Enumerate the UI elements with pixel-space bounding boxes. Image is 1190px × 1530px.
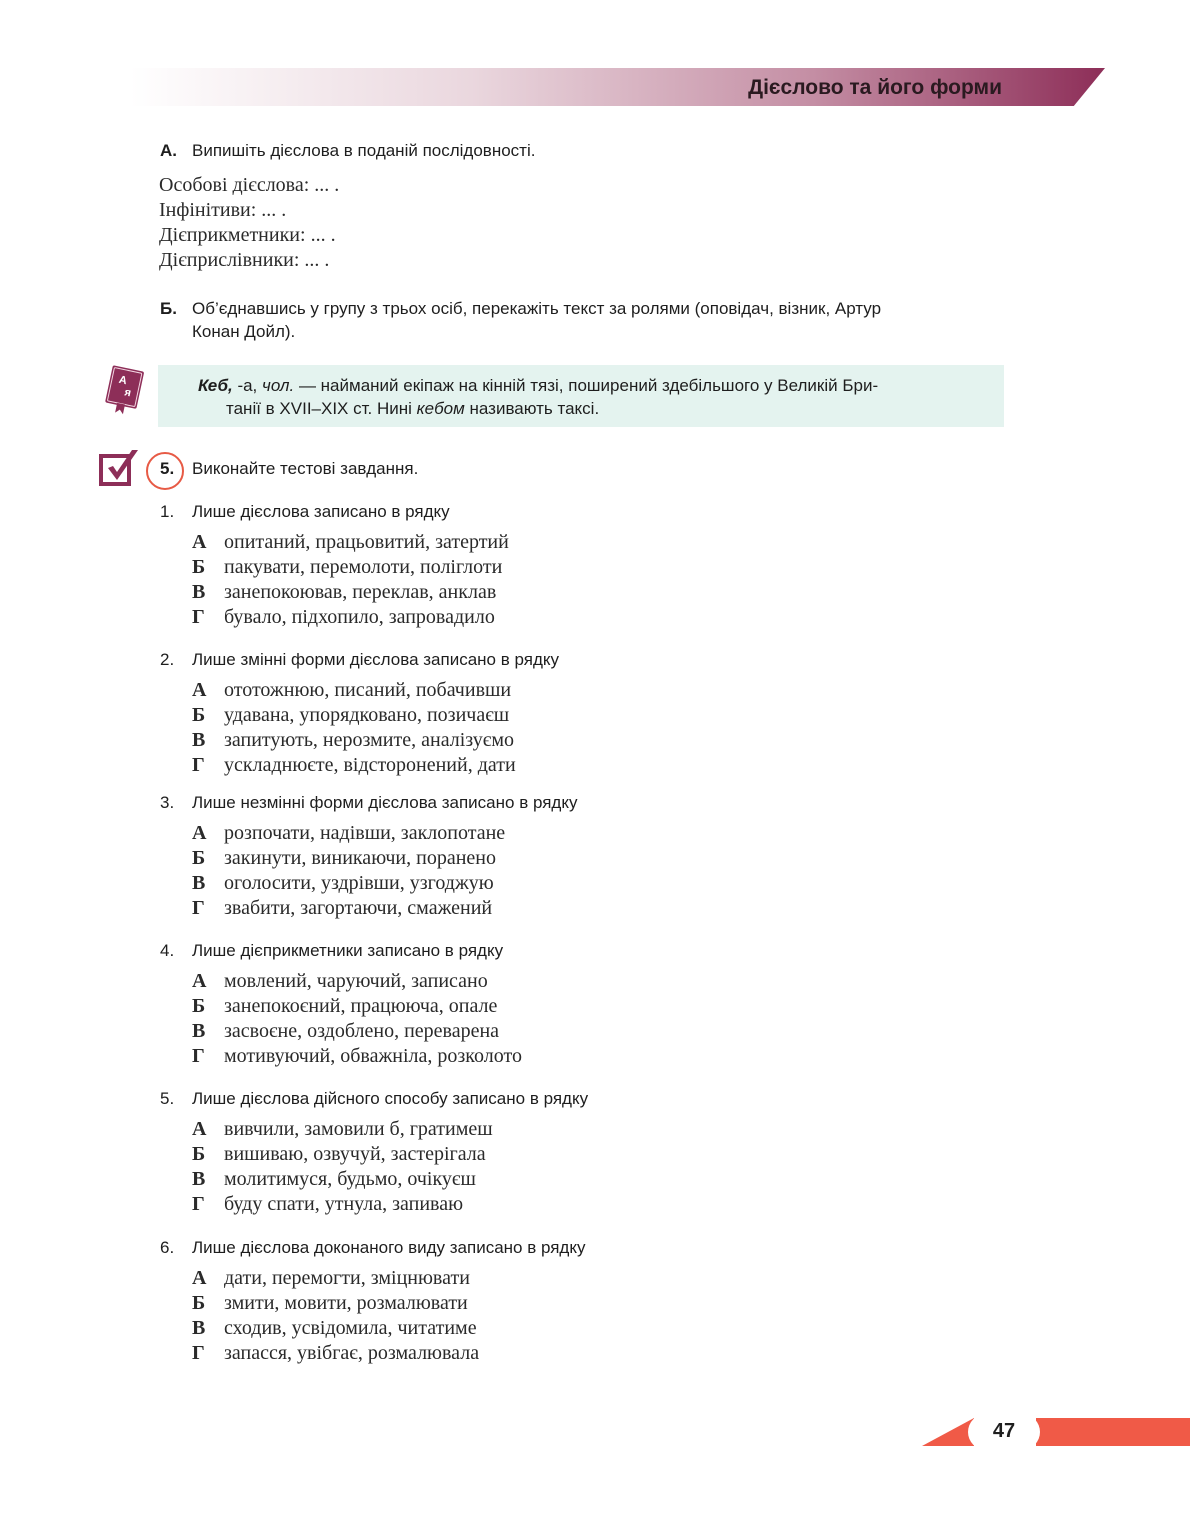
option-letter: А: [192, 531, 207, 553]
option-text: вивчили, замовили б, гратимеш: [224, 1118, 493, 1140]
question-number: 2.: [160, 650, 175, 669]
answer-option: [192, 994, 522, 1019]
answer-option: [192, 1117, 588, 1142]
answer-option: [192, 678, 559, 703]
option-text: пакувати, перемолоти, поліглоти: [224, 556, 503, 578]
dictionary-grammar: -а,: [232, 376, 263, 395]
option-letter: Г: [192, 1193, 205, 1215]
option-text: молитимуся, будьмо, очікуєш: [224, 1168, 476, 1190]
option-text: засвоєне, оздоблено, переварена: [224, 1020, 500, 1042]
option-text: сходив, усвідомила, читатиме: [224, 1317, 477, 1339]
option-text: вишиваю, озвучуй, застерігала: [224, 1143, 486, 1165]
question-number: 6.: [160, 1238, 175, 1257]
question-number: 1.: [160, 502, 175, 521]
option-letter: Б: [192, 847, 206, 869]
answer-option: [192, 846, 577, 871]
page-footer-triangle: [922, 1418, 974, 1446]
answer-option: [192, 821, 577, 846]
option-text: розпочати, надівши, заклопотане: [224, 822, 506, 844]
option-letter: В: [192, 581, 206, 603]
task-a-lines: [159, 173, 339, 273]
option-letter: Г: [192, 1045, 205, 1067]
exercise-number: 5.: [160, 459, 175, 478]
question-number: 5.: [160, 1089, 175, 1108]
option-letter: Г: [192, 1342, 205, 1364]
question-5: [160, 1089, 588, 1217]
option-text: занепокоєний, працююча, опале: [224, 995, 498, 1017]
dictionary-note: [198, 374, 998, 420]
answer-option: [192, 605, 509, 630]
exercise-instruction: Виконайте тестові завдання.: [192, 459, 419, 478]
option-letter: В: [192, 1317, 206, 1339]
option-text: звабити, загортаючи, смажений: [224, 897, 493, 919]
option-letter: Б: [192, 704, 206, 726]
option-text: ототожнюю, писаний, побачивши: [224, 679, 512, 701]
dictionary-definition-2c: називають таксі.: [464, 399, 600, 418]
option-text: буду спати, утнула, запиваю: [224, 1193, 464, 1215]
option-letter: А: [192, 1267, 207, 1289]
answer-option: [192, 1167, 588, 1192]
task-a-line: Інфінітиви: ... .: [159, 199, 287, 221]
task-a-letter: А.: [160, 141, 177, 160]
task-a-line: Особові дієслова: ... .: [159, 174, 340, 196]
task-a-line: Дієприкметники: ... .: [159, 224, 336, 246]
answer-option: [192, 1291, 585, 1316]
question-number: 4.: [160, 941, 175, 960]
task-b-letter: Б.: [160, 299, 177, 318]
svg-text:А: А: [117, 373, 129, 388]
option-text: запасся, увібгає, розмалювала: [224, 1342, 480, 1364]
option-text: дати, перемогти, зміцнювати: [224, 1267, 470, 1289]
dictionary-term: Кеб,: [198, 376, 233, 395]
option-text: занепокоював, переклав, анклав: [224, 581, 497, 603]
option-letter: Г: [192, 754, 205, 776]
option-text: закинути, виникаючи, поранено: [224, 847, 496, 869]
option-letter: Б: [192, 1292, 206, 1314]
answer-option: [192, 1044, 522, 1069]
option-text: опитаний, працьовитий, затертий: [224, 531, 509, 553]
answer-option: [192, 871, 577, 896]
page-footer-bar: [1036, 1418, 1190, 1446]
answer-option: [192, 1192, 588, 1217]
answer-option: [192, 969, 522, 994]
option-letter: А: [192, 1118, 207, 1140]
task-b-line2: Конан Дойл).: [192, 322, 296, 341]
answer-option: [192, 580, 509, 605]
question-text: Лише дієслова дійсного способу записано в рядку: [192, 1089, 589, 1108]
answer-option: [192, 1266, 585, 1291]
dictionary-definition-1: — найманий екіпаж на кінній тязі, поширений здебільшого у Великій Бри-: [294, 376, 879, 395]
option-text: змити, мовити, розмалювати: [224, 1292, 468, 1314]
task-a: [160, 141, 535, 161]
option-text: ускладнюєте, відсторонений, дати: [224, 754, 516, 776]
option-text: бувало, підхопило, запровадило: [224, 606, 495, 628]
option-letter: В: [192, 872, 206, 894]
option-text: удавана, упорядковано, позичаєш: [224, 704, 510, 726]
svg-text:я: я: [123, 386, 133, 400]
option-text: мовлений, чаруючий, записано: [224, 970, 488, 992]
question-text: Лише дієслова записано в рядку: [192, 502, 450, 521]
answer-option: [192, 1316, 585, 1341]
option-letter: Г: [192, 606, 205, 628]
option-letter: Б: [192, 995, 206, 1017]
answer-option: [192, 896, 577, 921]
task-b: [160, 297, 1020, 343]
option-letter: Б: [192, 556, 206, 578]
answer-option: [192, 1019, 522, 1044]
question-4: [160, 941, 522, 1069]
option-text: мотивуючий, обважніла, розколото: [224, 1045, 522, 1067]
dictionary-gender: чол.: [262, 376, 295, 395]
answer-option: [192, 753, 559, 778]
option-letter: В: [192, 1020, 206, 1042]
question-text: Лише змінні форми дієслова записано в рядку: [192, 650, 560, 669]
question-text: Лише незмінні форми дієслова записано в рядку: [192, 793, 578, 812]
task-a-text: Випишіть дієслова в поданій послідовності.: [192, 141, 536, 160]
answer-option: [192, 1341, 585, 1366]
option-letter: А: [192, 679, 207, 701]
answer-option: [192, 1142, 588, 1167]
task-b-line1: Об’єднавшись у групу з трьох осіб, перекажіть текст за ролями (оповідач, візник, Артур: [192, 299, 882, 318]
answer-option: [192, 728, 559, 753]
question-text: Лише дієприкметники записано в рядку: [192, 941, 504, 960]
option-letter: А: [192, 822, 207, 844]
question-3: [160, 793, 577, 921]
page-number: 47: [992, 1420, 1016, 1442]
option-text: оголосити, уздрівши, узгоджую: [224, 872, 494, 894]
option-text: запитують, нерозмите, аналізуємо: [224, 729, 514, 751]
option-letter: В: [192, 1168, 206, 1190]
test-checkbox-icon: [98, 448, 142, 490]
question-text: Лише дієслова доконаного виду записано в рядку: [192, 1238, 586, 1257]
option-letter: А: [192, 970, 207, 992]
question-1: [160, 502, 509, 630]
answer-option: [192, 530, 509, 555]
answer-option: [192, 703, 559, 728]
option-letter: Б: [192, 1143, 206, 1165]
question-6: [160, 1238, 585, 1366]
option-letter: Г: [192, 897, 205, 919]
answer-option: [192, 555, 509, 580]
question-number: 3.: [160, 793, 175, 812]
exercise-5: [160, 459, 418, 479]
option-letter: В: [192, 729, 206, 751]
question-2: [160, 650, 559, 778]
page-title: Дієслово та його форми: [748, 76, 1002, 99]
task-a-line: Дієприслівники: ... .: [159, 249, 330, 271]
dictionary-book-icon: [98, 362, 150, 418]
dictionary-definition-2b: кебом: [416, 399, 465, 418]
dictionary-definition-2a: танії в XVII–XIX ст. Нині: [226, 399, 417, 418]
